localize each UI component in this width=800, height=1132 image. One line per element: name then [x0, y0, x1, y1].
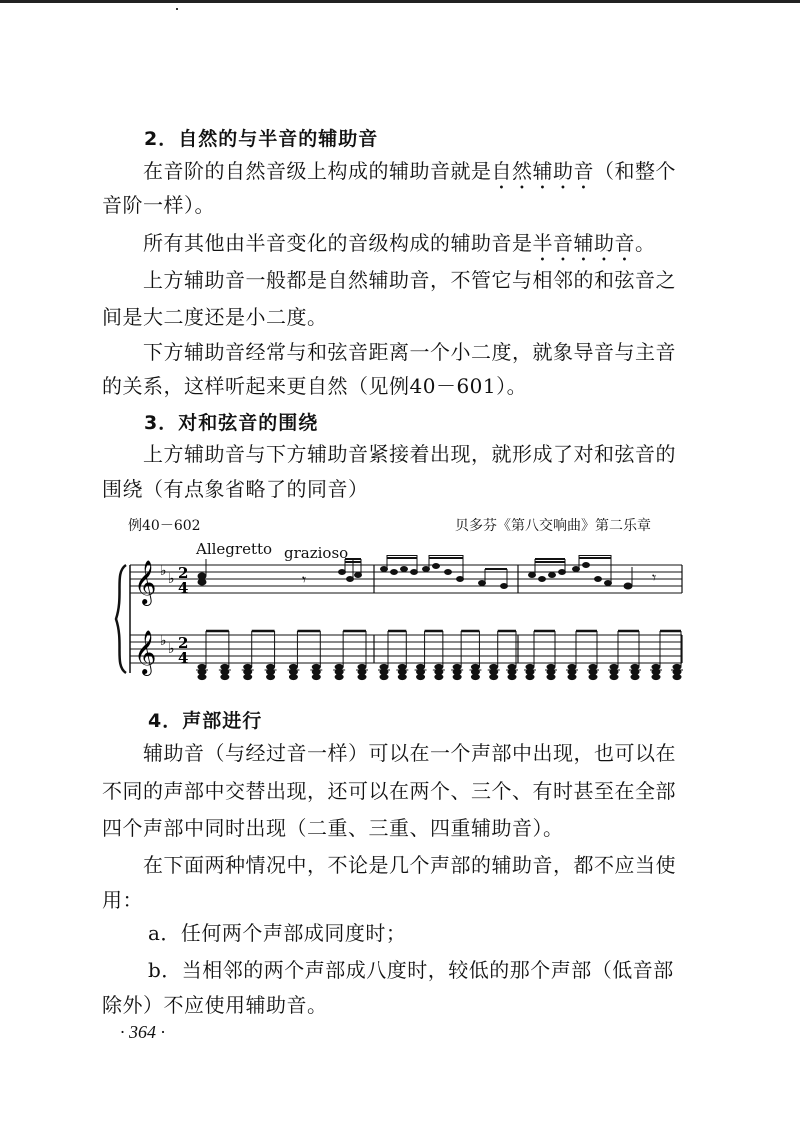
text-run: 所有其他由半音变化的音级构成的辅助音是 — [143, 231, 533, 255]
chord-notehead — [453, 674, 461, 679]
chord-notehead — [508, 674, 516, 679]
section-2-paragraph-1-line-2: 音阶一样）。 — [102, 193, 215, 217]
section-2-paragraph-2 — [143, 228, 656, 266]
text-run: 。 — [635, 231, 656, 255]
section-2-heading: 2．自然的与半音的辅助音 — [144, 128, 379, 150]
section-2-paragraph-3-line-1: 上方辅助音一般都是自然辅助音，不管它与相邻的和弦音之 — [143, 268, 676, 292]
list-item-a: a．任何两个声部成同度时； — [148, 921, 407, 945]
chord-notehead — [631, 664, 639, 669]
page-number: · 364 · — [120, 1022, 165, 1042]
section-4-heading: 4．声部进行 — [148, 710, 263, 732]
section-2-paragraph-1-line-1 — [143, 156, 676, 194]
list-item-b-line-2: 除外）不应使用辅助音。 — [102, 993, 328, 1017]
chord-notehead — [652, 664, 660, 669]
chord-notehead — [221, 664, 229, 669]
section-3-heading: 3．对和弦音的围绕 — [144, 412, 319, 434]
section-2-paragraph-3-line-2: 间是大二度还是小二度。 — [102, 305, 328, 329]
chord-notehead — [673, 664, 681, 669]
chord-notehead — [198, 664, 206, 669]
chord-notehead — [380, 674, 388, 679]
chord-notehead — [589, 674, 597, 679]
chord-notehead — [673, 674, 681, 679]
chord-notehead — [267, 664, 275, 669]
chord-notehead — [471, 664, 479, 669]
chord-notehead — [335, 664, 343, 669]
chord-notehead — [568, 674, 576, 679]
chord-notehead — [398, 674, 406, 679]
chord-notehead — [547, 674, 555, 679]
chord-notehead — [526, 664, 534, 669]
svg-text:♭: ♭ — [168, 641, 175, 657]
chord-notehead — [289, 664, 297, 669]
chord-notehead — [398, 664, 406, 669]
chord-notehead — [490, 674, 498, 679]
chord-notehead — [610, 674, 618, 679]
top-border-line — [0, 0, 800, 3]
treble-clef-icon: 𝄞 — [134, 560, 157, 604]
chord-notehead — [526, 674, 534, 679]
time-signature — [178, 564, 188, 667]
chord-notehead — [435, 664, 443, 669]
lower-staff-chords — [196, 631, 683, 680]
chord-notehead — [335, 674, 343, 679]
chord-notehead — [417, 674, 425, 679]
chord-notehead — [312, 664, 320, 669]
svg-text:2: 2 — [178, 564, 189, 582]
grand-staff-brace — [116, 565, 126, 673]
chord-notehead — [358, 674, 366, 679]
section-3-paragraph-line-2: 围绕（有点象省略了的同音） — [102, 477, 369, 501]
chord-notehead — [547, 664, 555, 669]
section-2-paragraph-4-line-1: 下方辅助音经常与和弦音距离一个小二度，就象导音与主音 — [143, 340, 676, 364]
svg-text:♭: ♭ — [160, 633, 167, 649]
svg-text:♭: ♭ — [168, 571, 175, 587]
section-2-paragraph-4-line-2: 的关系，这样听起来更自然（见例40－601）。 — [102, 374, 528, 398]
example-source: 贝多芬《第八交响曲》第二乐章 — [455, 518, 651, 534]
chord-notehead — [631, 674, 639, 679]
section-4-paragraph-1-line-1: 辅助音（与经过音一样）可以在一个声部中出现，也可以在 — [143, 741, 676, 765]
flat-icon — [160, 563, 175, 657]
rest-icon: 𝄾 — [652, 568, 657, 587]
section-4-paragraph-2-line-2: 用： — [102, 888, 143, 912]
section-4-paragraph-1-line-2: 不同的声部中交替出现，还可以在两个、三个、有时甚至在全部 — [102, 779, 676, 803]
chord-notehead — [380, 664, 388, 669]
chord-notehead — [652, 674, 660, 679]
chord-notehead — [610, 664, 618, 669]
svg-text:♭: ♭ — [160, 563, 167, 579]
rest-icon: 𝄾 — [302, 570, 307, 589]
emphasized-term: 自然辅助音 — [491, 159, 594, 183]
emphasized-term: 半音辅助音 — [532, 231, 635, 255]
chord-notehead — [435, 674, 443, 679]
tempo-marking: Allegretto — [196, 540, 273, 558]
chord-notehead — [221, 674, 229, 679]
chord-notehead — [358, 664, 366, 669]
chord-notehead — [471, 674, 479, 679]
chord-notehead — [490, 664, 498, 669]
chord-notehead — [508, 664, 516, 669]
section-4-paragraph-2-line-1: 在下面两种情况中，不论是几个声部的辅助音，都不应当使 — [143, 853, 676, 877]
chord-notehead — [589, 664, 597, 669]
chord-notehead — [289, 674, 297, 679]
section-3-paragraph-line-1: 上方辅助音与下方辅助音紧接着出现，就形成了对和弦音的 — [143, 442, 676, 466]
svg-text:4: 4 — [178, 649, 189, 667]
text-run: 在音阶的自然音级上构成的辅助音就是 — [143, 159, 492, 183]
expression-marking: grazioso — [284, 544, 349, 562]
svg-text:2: 2 — [178, 634, 189, 652]
chord-notehead — [267, 674, 275, 679]
chord-notehead — [312, 674, 320, 679]
measure-barline — [374, 565, 682, 663]
example-label: 例40－602 — [128, 518, 201, 534]
music-score-excerpt — [112, 555, 692, 685]
chord-notehead — [244, 674, 252, 679]
section-4-paragraph-1-line-3: 四个声部中同时出现（二重、三重、四重辅助音）。 — [102, 816, 564, 840]
chord-notehead — [244, 664, 252, 669]
scan-speck — [176, 8, 178, 10]
chord-notehead — [417, 664, 425, 669]
text-run: （和整个 — [594, 159, 676, 183]
treble-notes-measure-1 — [198, 559, 362, 589]
chord-notehead — [198, 674, 206, 679]
chord-notehead — [453, 664, 461, 669]
list-item-b-line-1: b．当相邻的两个声部成八度时，较低的那个声部（低音部 — [148, 958, 674, 982]
treble-clef-icon: 𝄞 — [134, 630, 157, 674]
svg-text:4: 4 — [178, 579, 189, 597]
chord-notehead — [568, 664, 576, 669]
